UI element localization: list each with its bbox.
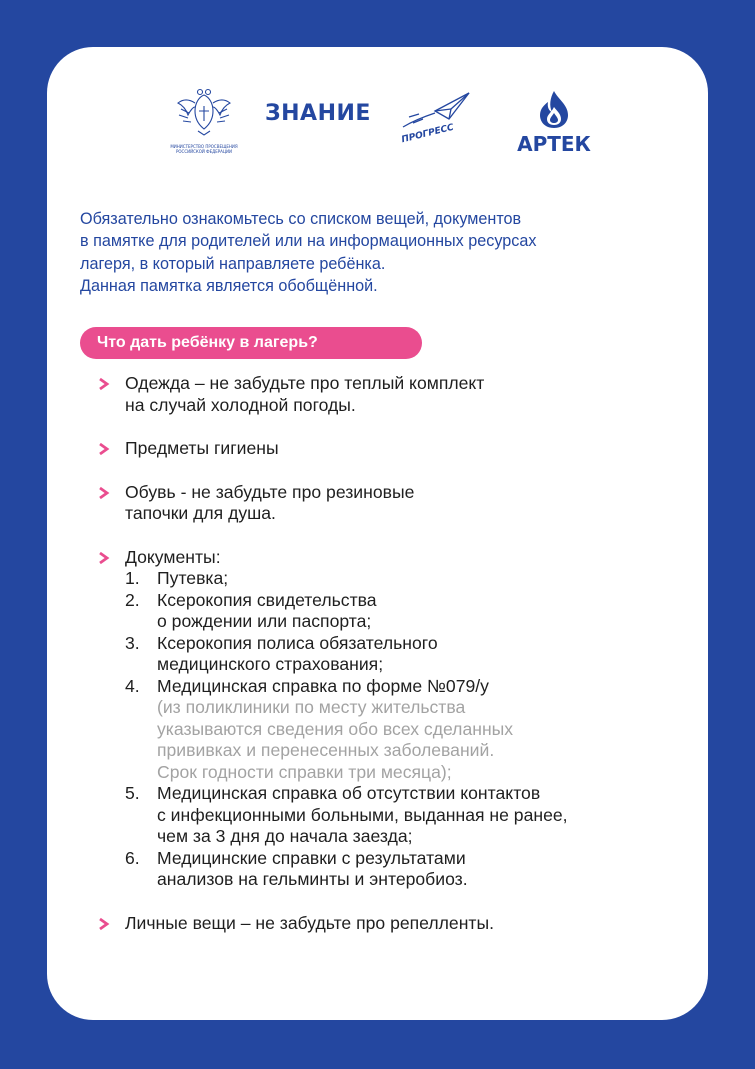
chevron-right-icon: [97, 551, 111, 565]
document-text: Медицинская справка по форме №079/у: [157, 675, 489, 696]
checklist: [94, 373, 694, 934]
document-item: [125, 568, 694, 590]
document-number: 4.: [125, 675, 140, 696]
document-note: прививках и перенесенных заболеваний.: [157, 740, 495, 760]
list-item-personal: [94, 913, 694, 935]
document-number: 6.: [125, 847, 140, 868]
document-number: 5.: [125, 783, 140, 803]
document-number: 2.: [125, 589, 140, 610]
list-item-clothes: [94, 373, 694, 416]
document-text: о рождении или паспорта;: [157, 611, 372, 631]
document-item: [125, 676, 694, 784]
document-note: (из поликлиники по месту жительства: [157, 697, 466, 717]
document-text: чем за 3 дня до начала заезда;: [157, 826, 413, 846]
znanie-logo: ЗНАНИЕ: [265, 101, 371, 126]
document-number: 1.: [125, 568, 140, 588]
flame-icon: [534, 89, 574, 129]
list-item-shoes: [94, 482, 694, 525]
chevron-right-icon: [97, 442, 111, 456]
document-item: [125, 590, 694, 633]
item-text: тапочки для душа.: [125, 503, 276, 523]
documents-list: [125, 568, 694, 891]
document-text: анализов на гельминты и энтеробиоз.: [157, 869, 468, 889]
progress-word: ПРОГРЕСС: [400, 122, 455, 146]
document-text: Медицинские справки с результатами: [157, 847, 466, 868]
document-item: [125, 848, 694, 891]
document-note: указываются сведения обо всех сделанных: [157, 718, 514, 739]
item-text: Одежда – не забудьте про теплый комплект: [125, 373, 485, 393]
ministry-logo: [165, 87, 243, 154]
intro-text: [80, 208, 680, 297]
item-text: Предметы гигиены: [125, 438, 279, 458]
emblem-icon: [173, 87, 235, 137]
ministry-caption: МИНИСТЕРСТВО ПРОСВЕЩЕНИЯ РОССИЙСКОЙ ФЕДЕРАЦИИ: [170, 144, 238, 154]
list-item-documents: [94, 547, 694, 891]
chevron-right-icon: [97, 917, 111, 931]
chevron-right-icon: [97, 486, 111, 500]
paper-plane-icon: [399, 87, 477, 131]
document-note: Срок годности справки три месяца);: [157, 761, 452, 782]
item-text: на случай холодной погоды.: [125, 394, 356, 415]
document-text: медицинского страхования;: [157, 654, 384, 674]
progress-logo: [399, 87, 477, 147]
document-text: Медицинская справка об отсутствии контактов: [157, 783, 541, 803]
item-text: Обувь - не забудьте про резиновые: [125, 481, 415, 502]
documents-title: Документы:: [125, 546, 221, 567]
intro-line: в памятке для родителей или на информационных ресурсах: [80, 232, 537, 251]
document-item: [125, 633, 694, 676]
intro-line: Данная памятка является обобщённой.: [80, 276, 378, 295]
artek-logo: [509, 89, 599, 156]
memo-card: [47, 47, 708, 1020]
document-text: Ксерокопия полиса обязательного: [157, 632, 438, 653]
document-text: с инфекционными больными, выданная не ранее,: [157, 804, 568, 825]
intro-line: Обязательно ознакомьтесь со списком вещей, документов: [80, 210, 522, 228]
item-text: Личные вещи – не забудьте про репелленты.: [125, 912, 495, 933]
document-text: Путевка;: [157, 568, 229, 588]
chevron-right-icon: [97, 377, 111, 391]
logo-row: [47, 87, 708, 157]
section-heading: Что дать ребёнку в лагерь?: [80, 327, 422, 359]
list-item-hygiene: [94, 438, 694, 460]
document-item: [125, 783, 694, 848]
artek-word: АРТЕК: [517, 132, 591, 156]
document-number: 3.: [125, 632, 140, 653]
intro-line: лагеря, в который направляете ребёнка.: [80, 254, 386, 273]
document-text: Ксерокопия свидетельства: [157, 589, 377, 610]
